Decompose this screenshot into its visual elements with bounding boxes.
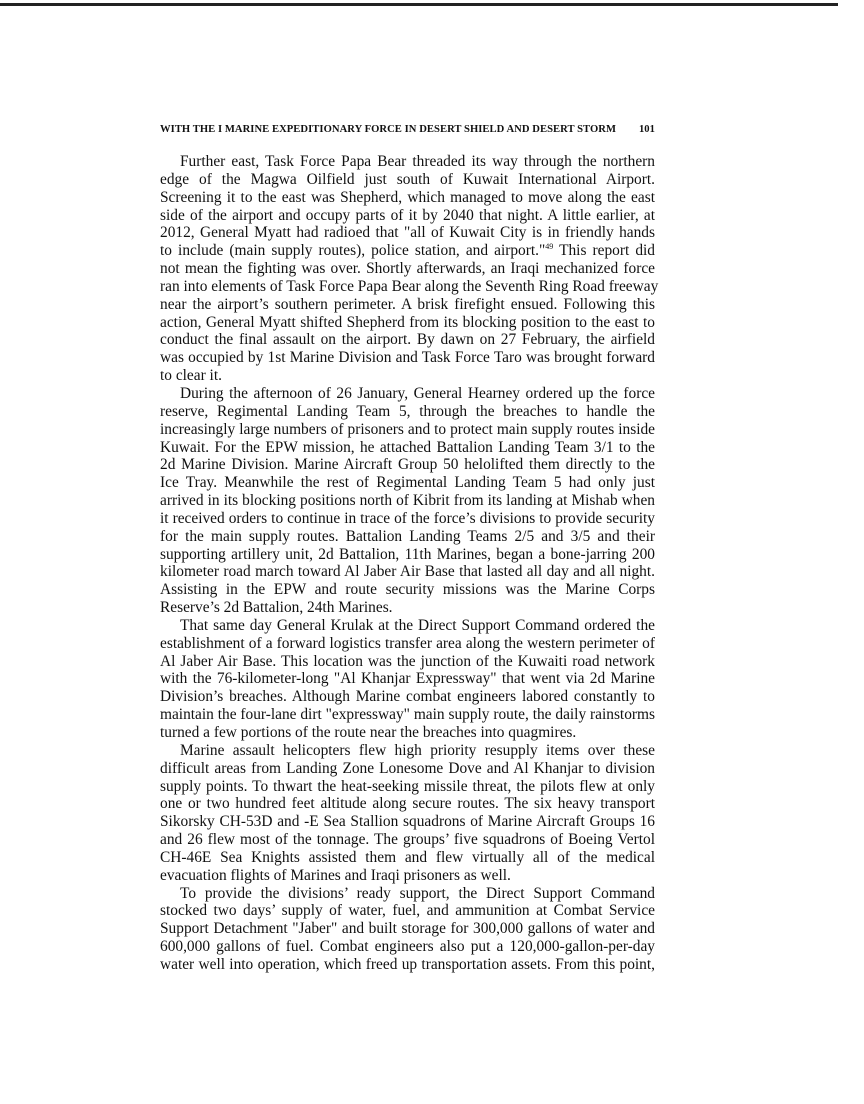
text-line: maintain the four-lane dirt "expressway" main supply route, the daily rainstorms: [160, 706, 655, 724]
text-line: side of the airport and occupy parts of it by 2040 that night. A little earlier, at: [160, 206, 655, 224]
text-line: supporting artillery unit, 2d Battalion, 11th Marines, began a bone-jarring 200: [160, 545, 655, 563]
text-line: Sikorsky CH-53D and -E Sea Stallion squadrons of Marine Aircraft Groups 16: [160, 813, 655, 831]
text-line: and 26 flew most of the tonnage. The groups’ five squadrons of Boeing Vertol: [160, 831, 655, 849]
text-line: Marine assault helicopters flew high priority resupply items over these: [180, 741, 655, 759]
text-line: During the afternoon of 26 January, General Hearney ordered up the force: [180, 384, 655, 402]
text-line: ran into elements of Task Force Papa Bear along the Seventh Ring Road freeway: [160, 277, 659, 295]
text-line: Further east, Task Force Papa Bear threaded its way through the northern: [180, 153, 655, 170]
text-line: edge of the Magwa Oilfield just south of Kuwait International Airport.: [160, 170, 655, 188]
text-line: Kuwait. For the EPW mission, he attached Battalion Landing Team 3/1 to the: [160, 438, 655, 456]
paragraph: [160, 617, 655, 742]
text-line: arrived in its blocking positions north of Kibrit from its landing at Mishab when: [160, 492, 655, 510]
text-line: was occupied by 1st Marine Division and Task Force Taro was brought forward: [160, 349, 655, 367]
footnote-ref: 49: [545, 242, 554, 252]
paragraph: [160, 385, 655, 617]
scan-edge-line: [0, 3, 838, 6]
text-line: not mean the fighting was over. Shortly afterwards, an Iraqi mechanized force: [160, 260, 655, 278]
text-line: it received orders to continue in trace of the force’s divisions to provide security: [160, 509, 655, 527]
text-line: kilometer road march toward Al Jaber Air Base that lasted all day and all night.: [160, 563, 655, 581]
text-line: Screening it to the east was Shepherd, which managed to move along the east: [160, 188, 655, 206]
text-line: Reserve’s 2d Battalion, 24th Marines.: [160, 599, 393, 617]
text-line: increasingly large numbers of prisoners and to protect main supply routes inside: [160, 420, 655, 438]
text-line: turned a few portions of the route near the breaches into quagmires.: [160, 724, 577, 741]
text-line: [160, 242, 655, 260]
text-line: 600,000 gallons of fuel. Combat engineers also put a 120,000-gallon-per-day: [160, 938, 655, 956]
text-line: with the 76-kilometer-long "Al Khanjar Expressway" that went via 2d Marine: [160, 670, 655, 688]
text-line: That same day General Krulak at the Direct Support Command ordered the: [180, 616, 655, 634]
running-header: [160, 124, 655, 135]
text-line: difficult areas from Landing Zone Lonesome Dove and Al Khanjar to division: [160, 759, 655, 777]
text-line: Al Jaber Air Base. This location was the junction of the Kuwaiti road network: [160, 652, 655, 670]
text-line: near the airport’s southern perimeter. A brisk firefight ensued. Following this: [160, 295, 655, 313]
text-line: establishment of a forward logistics transfer area along the western perimeter of: [160, 634, 655, 652]
running-title: WITH THE I MARINE EXPEDITIONARY FORCE IN DESERT SHIELD AND DESERT STORM: [160, 124, 617, 135]
text-line: Division’s breaches. Although Marine combat engineers labored constantly to: [160, 688, 655, 706]
text-line: stocked two days’ supply of water, fuel, and ammunition at Combat Service: [160, 902, 655, 920]
text-line: reserve, Regimental Landing Team 5, through the breaches to handle the: [160, 402, 655, 420]
paragraph: [160, 153, 659, 385]
page-number: 101: [638, 124, 655, 135]
text-line: action, General Myatt shifted Shepherd from its blocking position to the east to: [160, 313, 655, 331]
text-segment: to include (main supply routes), police station, and airport.": [160, 242, 546, 260]
text-line: Support Detachment "Jaber" and built storage for 300,000 gallons of water and: [160, 920, 655, 938]
text-line: CH-46E Sea Knights assisted them and flew virtually all of the medical: [160, 848, 655, 866]
text-segment: This report did: [553, 242, 656, 260]
text-line: supply points. To thwart the heat-seeking missile threat, the pilots flew at only: [160, 777, 655, 795]
text-line: one or two hundred feet altitude along secure routes. The six heavy transport: [160, 795, 655, 813]
text-line: water well into operation, which freed up transportation assets. From this point,: [160, 955, 655, 973]
text-line: Assisting in the EPW and route security missions was the Marine Corps: [160, 581, 655, 599]
text-line: To provide the divisions’ ready support, the Direct Support Command: [180, 884, 655, 902]
paragraph: [160, 742, 655, 885]
text-line: for the main supply routes. Battalion Landing Teams 2/5 and 3/5 and their: [160, 527, 655, 545]
text-line: conduct the final assault on the airport. By dawn on 27 February, the airfield: [160, 331, 655, 349]
text-line: to clear it.: [160, 367, 222, 385]
paragraph: [160, 885, 655, 974]
body-text: [160, 153, 659, 974]
text-line: Ice Tray. Meanwhile the rest of Regimental Landing Team 5 had only just: [160, 474, 655, 492]
text-line: 2012, General Myatt had radioed that "all of Kuwait City is in friendly hands: [160, 224, 655, 242]
text-line: evacuation flights of Marines and Iraqi prisoners as well.: [160, 866, 511, 884]
text-line: 2d Marine Division. Marine Aircraft Group 50 helolifted them directly to the: [160, 456, 655, 474]
